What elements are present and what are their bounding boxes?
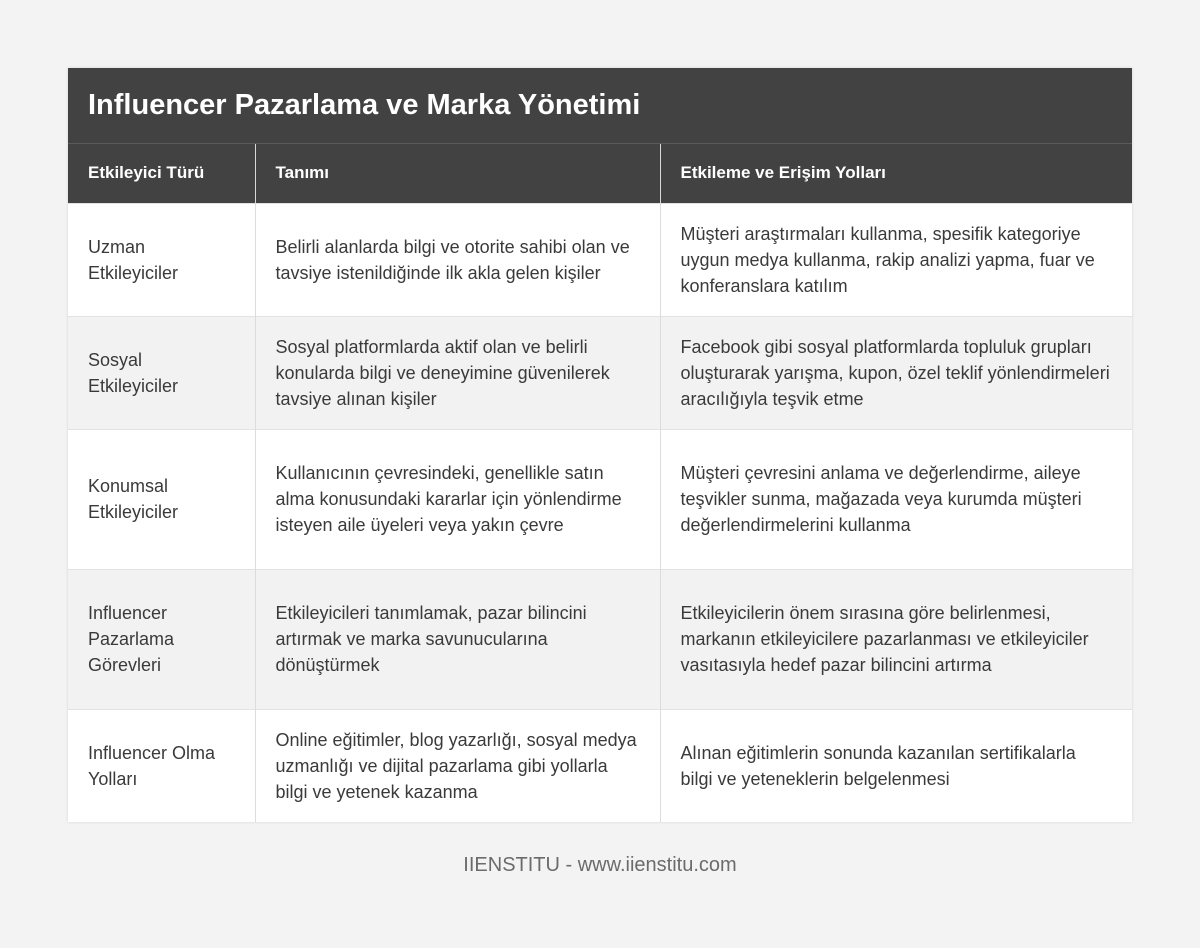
influencer-table <box>68 144 1132 822</box>
footer-credit: IIENSTITU - www.iienstitu.com <box>463 854 737 876</box>
cell-methods: Alınan eğitimlerin sonunda kazanılan sertifikalarla bilgi ve yeteneklerin belgelenmesi <box>660 709 1132 822</box>
cell-definition: Etkileyicileri tanımlamak, pazar bilincini artırmak ve marka savunucularına dönüştürmek <box>255 569 660 709</box>
column-header-type: Etkileyici Türü <box>68 144 255 203</box>
header-row <box>68 144 1132 203</box>
column-header-methods: Etkileme ve Erişim Yolları <box>660 144 1132 203</box>
table-row <box>68 203 1132 316</box>
cell-definition: Belirli alanlarda bilgi ve otorite sahibi olan ve tavsiye istenildiğinde ilk akla gelen kişiler <box>255 203 660 316</box>
cell-definition: Sosyal platformlarda aktif olan ve belirli konularda bilgi ve deneyimine güvenilerek tavsiye alınan kişiler <box>255 316 660 429</box>
table-row <box>68 429 1132 569</box>
cell-type: Konumsal Etkileyiciler <box>68 429 255 569</box>
cell-definition: Kullanıcının çevresindeki, genellikle satın alma konusundaki kararlar için yönlendirme isteyen aile üyeleri veya yakın çevre <box>255 429 660 569</box>
column-header-definition: Tanımı <box>255 144 660 203</box>
cell-methods: Facebook gibi sosyal platformlarda topluluk grupları oluşturarak yarışma, kupon, özel teklif yönlendirmeleri aracılığıyla teşvik etme <box>660 316 1132 429</box>
cell-type: Influencer Olma Yolları <box>68 709 255 822</box>
cell-methods: Etkileyicilerin önem sırasına göre belirlenmesi, markanın etkileyicilere pazarlanması ve etkileyiciler vasıtasıyla hedef pazar bilincini artırma <box>660 569 1132 709</box>
table-card <box>68 68 1132 822</box>
cell-type: Influencer Pazarlama Görevleri <box>68 569 255 709</box>
cell-methods: Müşteri çevresini anlama ve değerlendirme, aileye teşvikler sunma, mağazada veya kurumda müşteri değerlendirmelerini kullanma <box>660 429 1132 569</box>
cell-type: Sosyal Etkileyiciler <box>68 316 255 429</box>
table-row <box>68 709 1132 822</box>
cell-definition: Online eğitimler, blog yazarlığı, sosyal medya uzmanlığı ve dijital pazarlama gibi yollarla bilgi ve yetenek kazanma <box>255 709 660 822</box>
cell-type: Uzman Etkileyiciler <box>68 203 255 316</box>
table-title: Influencer Pazarlama ve Marka Yönetimi <box>68 68 1132 144</box>
cell-methods: Müşteri araştırmaları kullanma, spesifik kategoriye uygun medya kullanma, rakip analizi yapma, fuar ve konferanslara katılım <box>660 203 1132 316</box>
table-row <box>68 316 1132 429</box>
table-row <box>68 569 1132 709</box>
